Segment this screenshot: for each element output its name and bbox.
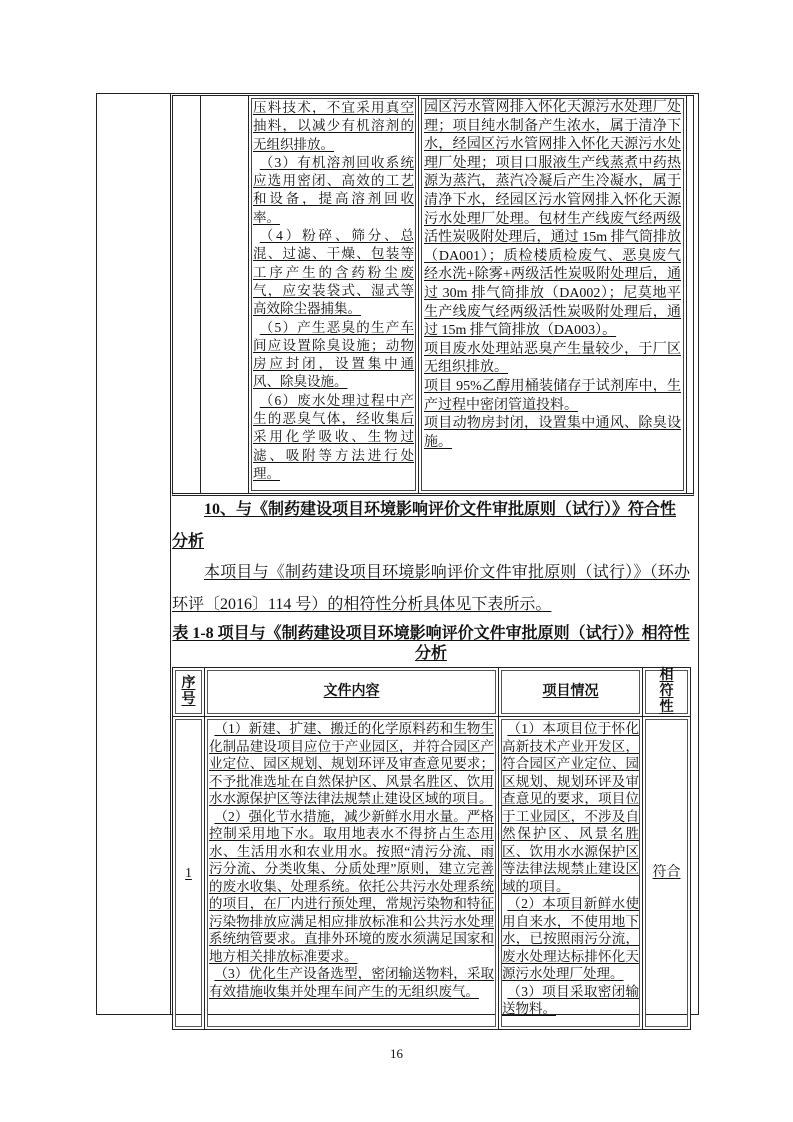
row-index-cell — [173, 717, 205, 1030]
header-index — [173, 668, 205, 717]
table-row — [173, 717, 691, 1030]
requirement-paragraph: （3）有机溶剂回收系统应选用密闭、高效的工艺和设备，提高溶剂回收率。 — [253, 154, 414, 225]
row-compliance-cell — [643, 717, 691, 1030]
continuation-requirement-cell — [249, 96, 419, 493]
header-situation-label: 项目情况 — [542, 684, 599, 699]
continuation-index-cell — [173, 96, 201, 493]
requirement-paragraph: （6）废水处理过程中产生的恶臭气体，经收集后采用化学吸收、生物过滤、吸附等方法进行处理。 — [253, 392, 414, 481]
row-compliance: 符合 — [652, 865, 681, 881]
project-paragraph: 园区污水管网排入怀化天源污水处理厂处理；项目纯水制备产生浓水，属于清净下水，经园区污水管网排入怀化天源污水处理厂处理；项目口服液生产线蒸煮中药热源为蒸汽，蒸汽冷凝后产生冷凝水，属于清净下水，经园区污水管网排入怀化天源污水处理厂处理。包材生产线废气经两级活性炭吸附处理后，通过 15m 排气筒排放（DA001）；质检楼质检废气、恶臭废气经水洗+除雾+两级活性炭吸附处理后，通过 30m 排气筒排放（DA002）；尼莫地平生产线废气经两级活性炭吸附处理后，通过 15m 排气筒排放（DA003）。 — [424, 100, 681, 339]
continuation-edge-cell — [687, 96, 693, 493]
row-content-cell — [205, 717, 499, 1030]
requirement-paragraph: 压料技术，不宜采用真空抽料，以减少有机溶剂的无组织排放。 — [253, 100, 414, 152]
header-index-label: 序号 — [181, 676, 196, 707]
continuation-table — [172, 95, 694, 496]
section-heading: 10、与《制药建设项目环境影响评价文件审批原则（试行）》符合性分析 — [172, 501, 677, 550]
project-paragraph: 项目 95%乙醇用桶装储存于试剂库中，生产过程中密闭管道投料。 — [424, 378, 681, 413]
header-content — [205, 668, 499, 717]
requirement-paragraph: （4）粉碎、筛分、总混、过滤、干燥、包装等工序产生的含药粉尘废气，应安装袋式、湿式等高效除尘器捕集。 — [253, 228, 414, 317]
project-paragraph: 项目动物房封闭，设置集中通风、除臭设施。 — [424, 416, 681, 450]
header-content-label: 文件内容 — [323, 684, 380, 699]
header-compliance-label: 相符性 — [659, 668, 674, 715]
header-compliance — [643, 668, 691, 717]
header-situation — [499, 668, 643, 717]
row-situation-cell — [499, 717, 643, 1030]
intro-paragraph: 本项目与《制药建设项目环境影响评价文件审批原则（试行）》（环办环评〔2016〕114 号）的相符性分析具体见下表所示。 — [172, 564, 690, 613]
continuation-blank-cell — [201, 96, 249, 493]
situation-paragraph: （1）本项目位于怀化高新技术产业开发区，符合园区产业定位、园区规划、规划环评及审查意见的要求，项目位于工业园区，不涉及自然保护区、风景名胜区、饮用水水源保护区等法律法规禁止建设区域的项目。 — [502, 721, 639, 894]
requirement-paragraph: （5）产生恶臭的生产车间应设置除臭设施；动物房应封闭，设置集中通风、除臭设施。 — [253, 319, 414, 390]
frame-label-column-divider — [170, 93, 171, 1015]
table-header-row — [173, 668, 691, 717]
continuation-project-cell — [419, 96, 687, 493]
row-index: 1 — [185, 865, 192, 881]
situation-paragraph: （2）本项目新鲜水使用自来水，不使用地下水，已按照雨污分流，废水处理达标排怀化天源污水处理厂处理。 — [502, 896, 639, 981]
table-caption: 表 1-8 项目与《制药建设项目环境影响评价文件审批原则（试行）》相符性分析 — [172, 625, 690, 662]
project-paragraph: 项目废水处理站恶臭产生量较少，于厂区无组织排放。 — [424, 341, 681, 376]
content-paragraph: （3）优化生产设备选型，密闭输送物料，采取有效措施收集并处理车间产生的无组织废气。 — [209, 966, 494, 999]
compliance-table — [172, 667, 691, 1030]
content-paragraph: （2）强化节水措施，减少新鲜水用水量。严格控制采用地下水。取用地表水不得挤占生态用水、生活用水和农业用水。按照“清污分流、雨污分流、分类收集、分质处理”原则，建立完善的废水收集、处理系统。依托公共污水处理系统的项目，在厂内进行预处理，常规污染物和特征污染物排放应满足相应排放标准和公共污水处理系统纳管要求。直排外环境的废水须满足国家和地方相关排放标准要求。 — [209, 808, 494, 964]
page-number: 16 — [390, 1046, 403, 1061]
content-paragraph: （1）新建、扩建、搬迁的化学原料药和生物生化制品建设项目应位于产业园区，并符合园区产业定位、园区规划、规划环评及审查意见要求；不予批准选址在自然保护区、风景名胜区、饮用水水源保护区等法律法规禁止建设区域的项目。 — [209, 721, 494, 806]
situation-paragraph: （3）项目采取密闭输送物料。 — [502, 983, 639, 1016]
